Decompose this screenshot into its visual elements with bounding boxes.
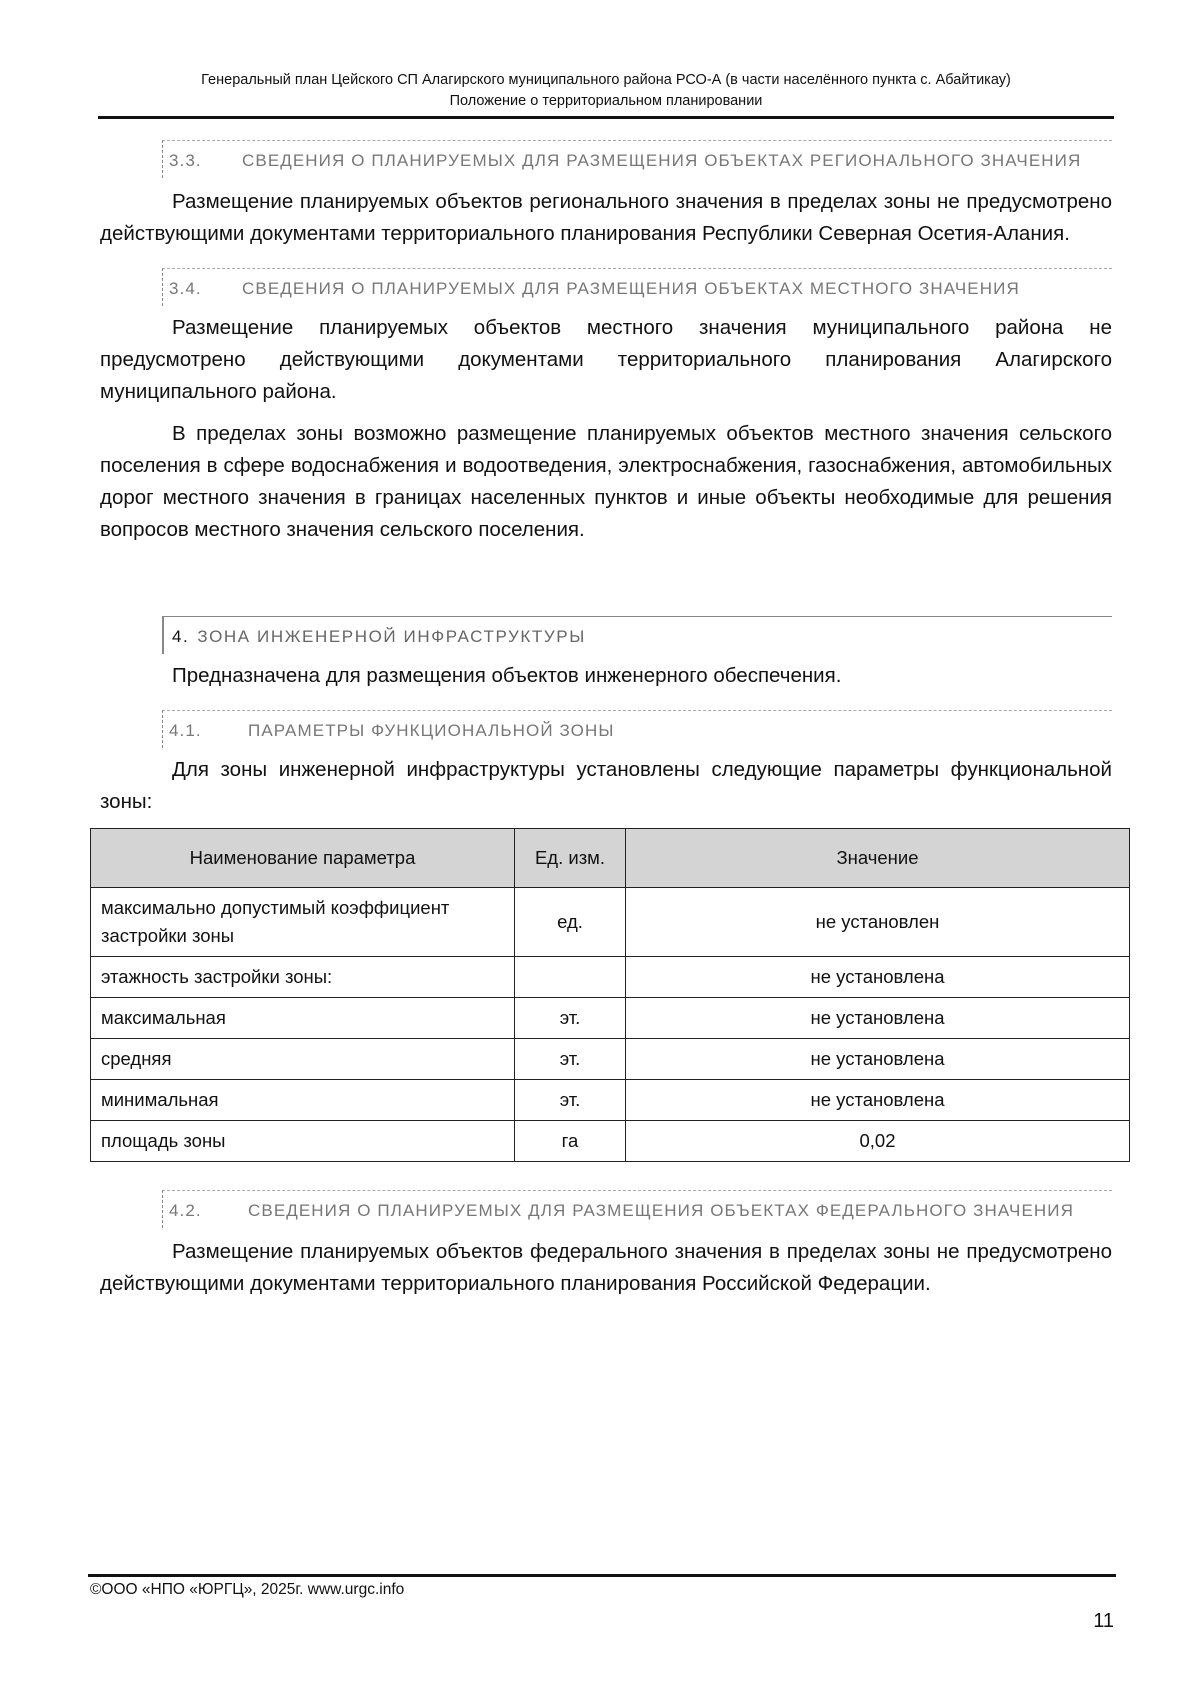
page-header [98, 70, 1114, 112]
parameter-unit: га [515, 1121, 626, 1162]
section-title: СВЕДЕНИЯ О ПЛАНИРУЕМЫХ ДЛЯ РАЗМЕЩЕНИЯ ОБЪЕКТАХ МЕСТНОГО ЗНАЧЕНИЯ [242, 279, 1020, 298]
paragraph: В пределах зоны возможно размещение планируемых объектов местного значения сельского поселения в сфере водоснабжения и водоотведения, электроснабжения, газоснабжения, автомобильных дорог местного значения в границах населенных пунктов и иные объекты необходимые для решения вопросов местного значения сельского поселения. [100, 422, 1112, 541]
parameter-name: максимальная [91, 998, 515, 1039]
table-header-row [91, 829, 1130, 888]
parameter-value: не установлена [626, 1039, 1130, 1080]
section-title: ПАРАМЕТРЫ ФУНКЦИОНАЛЬНОЙ ЗОНЫ [248, 721, 615, 740]
table-row [91, 888, 1130, 957]
section-number: 4.1. [169, 721, 202, 740]
parameter-name: площадь зоны [91, 1121, 515, 1162]
header-subtitle: Положение о территориальном планировании [449, 93, 763, 109]
parameter-name: этажность застройки зоны: [91, 957, 515, 998]
section-heading-4-1 [162, 710, 1112, 748]
parameter-value: не установлена [626, 957, 1130, 998]
document-body [100, 140, 1112, 1300]
paragraph: Предназначена для размещения объектов инженерного обеспечения. [172, 664, 842, 687]
section-number: 4.2. [169, 1201, 202, 1220]
column-header: Наименование параметра [91, 829, 515, 888]
table-row [91, 998, 1130, 1039]
parameter-unit: эт. [515, 1039, 626, 1080]
parameter-value: не установлена [626, 998, 1130, 1039]
table-row [91, 1039, 1130, 1080]
paragraph: Размещение планируемых объектов регионального значения в пределах зоны не предусмотрено действующими документами территориального планирования Республики Северная Осетия-Алания. [100, 190, 1112, 245]
parameter-unit [515, 957, 626, 998]
table-row [91, 1080, 1130, 1121]
parameter-unit: ед. [515, 888, 626, 957]
section-title: СВЕДЕНИЯ О ПЛАНИРУЕМЫХ ДЛЯ РАЗМЕЩЕНИЯ ОБЪЕКТАХ ФЕДЕРАЛЬНОГО ЗНАЧЕНИЯ [248, 1201, 1074, 1220]
section-heading-4-2 [162, 1190, 1112, 1228]
parameters-table [90, 828, 1130, 1162]
section-heading-3-4 [162, 268, 1112, 306]
section-number: 4. [172, 627, 190, 646]
section-title: ЗОНА ИНЖЕНЕРНОЙ ИНФРАСТРУКТУРЫ [197, 627, 586, 646]
parameter-name: минимальная [91, 1080, 515, 1121]
column-header: Значение [626, 829, 1130, 888]
header-divider [98, 116, 1114, 119]
section-heading-4 [162, 616, 1112, 654]
paragraph: Размещение планируемых объектов федерального значения в пределах зоны не предусмотрено действующими документами территориального планирования Российской Федерации. [100, 1240, 1112, 1295]
header-title: Генеральный план Цейского СП Алагирского муниципального района РСО-А (в части населённого пункта с. Абайтикау) [201, 72, 1011, 88]
section-number: 3.3. [169, 151, 202, 170]
page-number: 11 [1093, 1610, 1114, 1632]
parameter-name: средняя [91, 1039, 515, 1080]
section-title: СВЕДЕНИЯ О ПЛАНИРУЕМЫХ ДЛЯ РАЗМЕЩЕНИЯ ОБЪЕКТАХ РЕГИОНАЛЬНОГО ЗНАЧЕНИЯ [242, 151, 1082, 170]
paragraph: Для зоны инженерной инфраструктуры установлены следующие параметры функциональной зоны: [100, 758, 1112, 813]
parameter-value: не установлен [626, 888, 1130, 957]
table-row [91, 1121, 1130, 1162]
parameter-name: максимально допустимый коэффициент застройки зоны [91, 888, 515, 957]
paragraph: Размещение планируемых объектов местного значения муниципального района не предусмотрено действующими документами территориального планирования Алагирского муниципального района. [100, 316, 1112, 403]
footer-divider [88, 1574, 1116, 1577]
section-number: 3.4. [169, 279, 202, 298]
parameter-value: не установлена [626, 1080, 1130, 1121]
column-header: Ед. изм. [515, 829, 626, 888]
parameter-value: 0,02 [626, 1121, 1130, 1162]
section-heading-3-3 [162, 140, 1112, 178]
footer-copyright: ©ООО «НПО «ЮРГЦ», 2025г. www.urgc.info [90, 1581, 405, 1598]
parameter-unit: эт. [515, 1080, 626, 1121]
parameter-unit: эт. [515, 998, 626, 1039]
table-row [91, 957, 1130, 998]
